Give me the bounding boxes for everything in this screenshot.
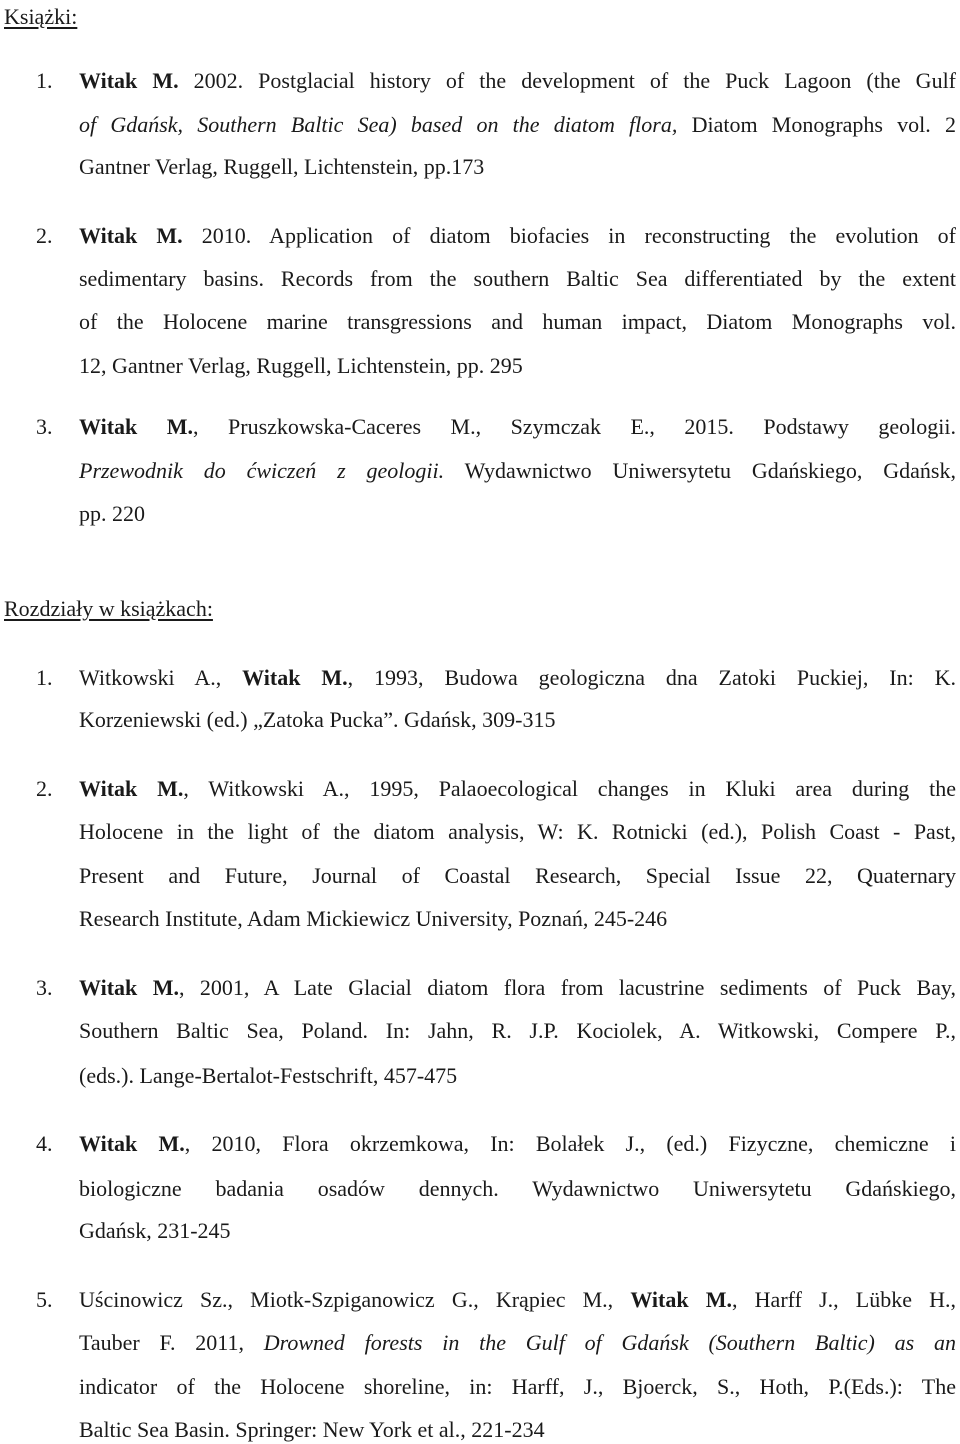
chapters-heading: Rozdziały w książkach: bbox=[4, 596, 213, 621]
citation-text: (eds.). Lange-Bertalot-Festschrift, 457-475 bbox=[79, 1063, 458, 1088]
citation-text: biologiczne badania osadów dennych. Wydawnictwo Uniwersytetu Gdańskiego, bbox=[79, 1176, 956, 1201]
italic-title: Drowned forests in the Gulf of Gdańsk (Southern Baltic) as an bbox=[263, 1330, 956, 1355]
entry-number: 3. bbox=[36, 975, 53, 1000]
entry-number: 1. bbox=[36, 68, 53, 93]
citation-text: , Pruszkowska-Caceres M., Szymczak E., 2015. Podstawy geologii. bbox=[193, 414, 956, 439]
entry-number: 1. bbox=[36, 665, 53, 690]
author-highlight: Witak M. bbox=[242, 665, 348, 690]
author-highlight: Witak M. bbox=[79, 975, 179, 1000]
citation-line bbox=[79, 706, 956, 734]
citation-line bbox=[79, 1175, 956, 1203]
citation-line bbox=[79, 457, 956, 485]
citation-line bbox=[79, 1217, 956, 1245]
citation-text: , 1993, Budowa geologiczna dna Zatoki Puckiej, In: K. bbox=[347, 665, 957, 690]
citation-text: Diatom Monographs vol. 2 bbox=[677, 112, 956, 137]
citation-text: 2002. Postglacial history of the development of the Puck Lagoon (the Gulf bbox=[178, 68, 957, 93]
citation-text: Present and Future, Journal of Coastal Research, Special Issue 22, Quaternary bbox=[79, 863, 956, 888]
citation-line bbox=[79, 500, 956, 528]
citation-text: Research Institute, Adam Mickiewicz University, Poznań, 245-246 bbox=[79, 906, 668, 931]
entry-number: 3. bbox=[36, 414, 53, 439]
citation-text: , Witkowski A., 1995, Palaoecological changes in Kluki area during the bbox=[183, 776, 957, 801]
citation-text: indicator of the Holocene shoreline, in: Harff, J., Bjoerck, S., Hoth, P.(Eds.): The bbox=[79, 1374, 956, 1399]
citation-text: , 2001, A Late Glacial diatom flora from lacustrine sediments of Puck Bay, bbox=[178, 975, 956, 1000]
citation-text: 2010. Application of diatom biofacies in reconstructing the evolution of bbox=[182, 223, 956, 248]
citation-text: Baltic Sea Basin. Springer: New York et al., 221-234 bbox=[79, 1417, 545, 1442]
citation-text: Tauber F. 2011, bbox=[79, 1330, 264, 1355]
citation-text: Wydawnictwo Uniwersytetu Gdańskiego, Gdańsk, bbox=[444, 458, 956, 483]
citation-line bbox=[79, 974, 956, 1002]
citation-text: Gdańsk, 231-245 bbox=[79, 1218, 231, 1243]
author-highlight: Witak M. bbox=[79, 776, 184, 801]
citation-line bbox=[79, 1416, 956, 1444]
citation-text: 12, Gantner Verlag, Ruggell, Lichtenstein, pp. 295 bbox=[79, 353, 523, 378]
citation-line bbox=[79, 413, 956, 441]
author-highlight: Witak M. bbox=[79, 1131, 185, 1156]
citation-line bbox=[79, 265, 956, 293]
italic-title: of Gdańsk, Southern Baltic Sea) based on the diatom flora, bbox=[79, 112, 678, 137]
citation-text: sedimentary basins. Records from the southern Baltic Sea differentiated by the extent bbox=[79, 266, 956, 291]
citation-line bbox=[79, 862, 956, 890]
entry-number: 5. bbox=[36, 1287, 53, 1312]
citation-line bbox=[79, 1286, 956, 1314]
citation-line bbox=[79, 1373, 956, 1401]
books-heading: Książki: bbox=[4, 4, 78, 29]
citation-line bbox=[79, 1130, 956, 1158]
citation-line bbox=[79, 153, 956, 181]
citation-text: Uścinowicz Sz., Miotk-Szpiganowicz G., Krąpiec M., bbox=[79, 1287, 631, 1312]
author-highlight: Witak M. bbox=[630, 1287, 733, 1312]
author-highlight: Witak M. bbox=[79, 414, 194, 439]
citation-line bbox=[79, 308, 956, 336]
entry-number: 4. bbox=[36, 1131, 53, 1156]
citation-line bbox=[79, 905, 956, 933]
citation-line bbox=[79, 1062, 956, 1090]
citation-line bbox=[79, 352, 956, 380]
citation-text: Southern Baltic Sea, Poland. In: Jahn, R. J.P. Kociolek, A. Witkowski, Compere P., bbox=[79, 1018, 956, 1043]
citation-line bbox=[79, 664, 956, 692]
citation-line bbox=[79, 775, 956, 803]
citation-line bbox=[79, 67, 956, 95]
citation-line bbox=[79, 818, 956, 846]
citation-text: Korzeniewski (ed.) „Zatoka Pucka”. Gdańsk, 309-315 bbox=[79, 707, 556, 732]
entry-number: 2. bbox=[36, 776, 53, 801]
entry-number: 2. bbox=[36, 223, 53, 248]
citation-text: , 2010, Flora okrzemkowa, In: Bolałek J., (ed.) Fizyczne, chemiczne i bbox=[184, 1131, 956, 1156]
citation-text: Holocene in the light of the diatom analysis, W: K. Rotnicki (ed.), Polish Coast - Past, bbox=[79, 819, 956, 844]
citation-line bbox=[79, 1017, 956, 1045]
citation-text: Witkowski A., bbox=[79, 665, 243, 690]
citation-text: of the Holocene marine transgressions and human impact, Diatom Monographs vol. bbox=[79, 309, 956, 334]
citation-text: , Harff J., Lübke H., bbox=[732, 1287, 956, 1312]
citation-text: pp. 220 bbox=[79, 501, 145, 526]
citation-text: Gantner Verlag, Ruggell, Lichtenstein, pp.173 bbox=[79, 154, 485, 179]
italic-title: Przewodnik do ćwiczeń z geologii. bbox=[79, 458, 445, 483]
citation-line bbox=[79, 222, 956, 250]
author-highlight: Witak M. bbox=[79, 68, 179, 93]
author-highlight: Witak M. bbox=[79, 223, 183, 248]
citation-line bbox=[79, 111, 956, 139]
citation-line bbox=[79, 1329, 956, 1357]
